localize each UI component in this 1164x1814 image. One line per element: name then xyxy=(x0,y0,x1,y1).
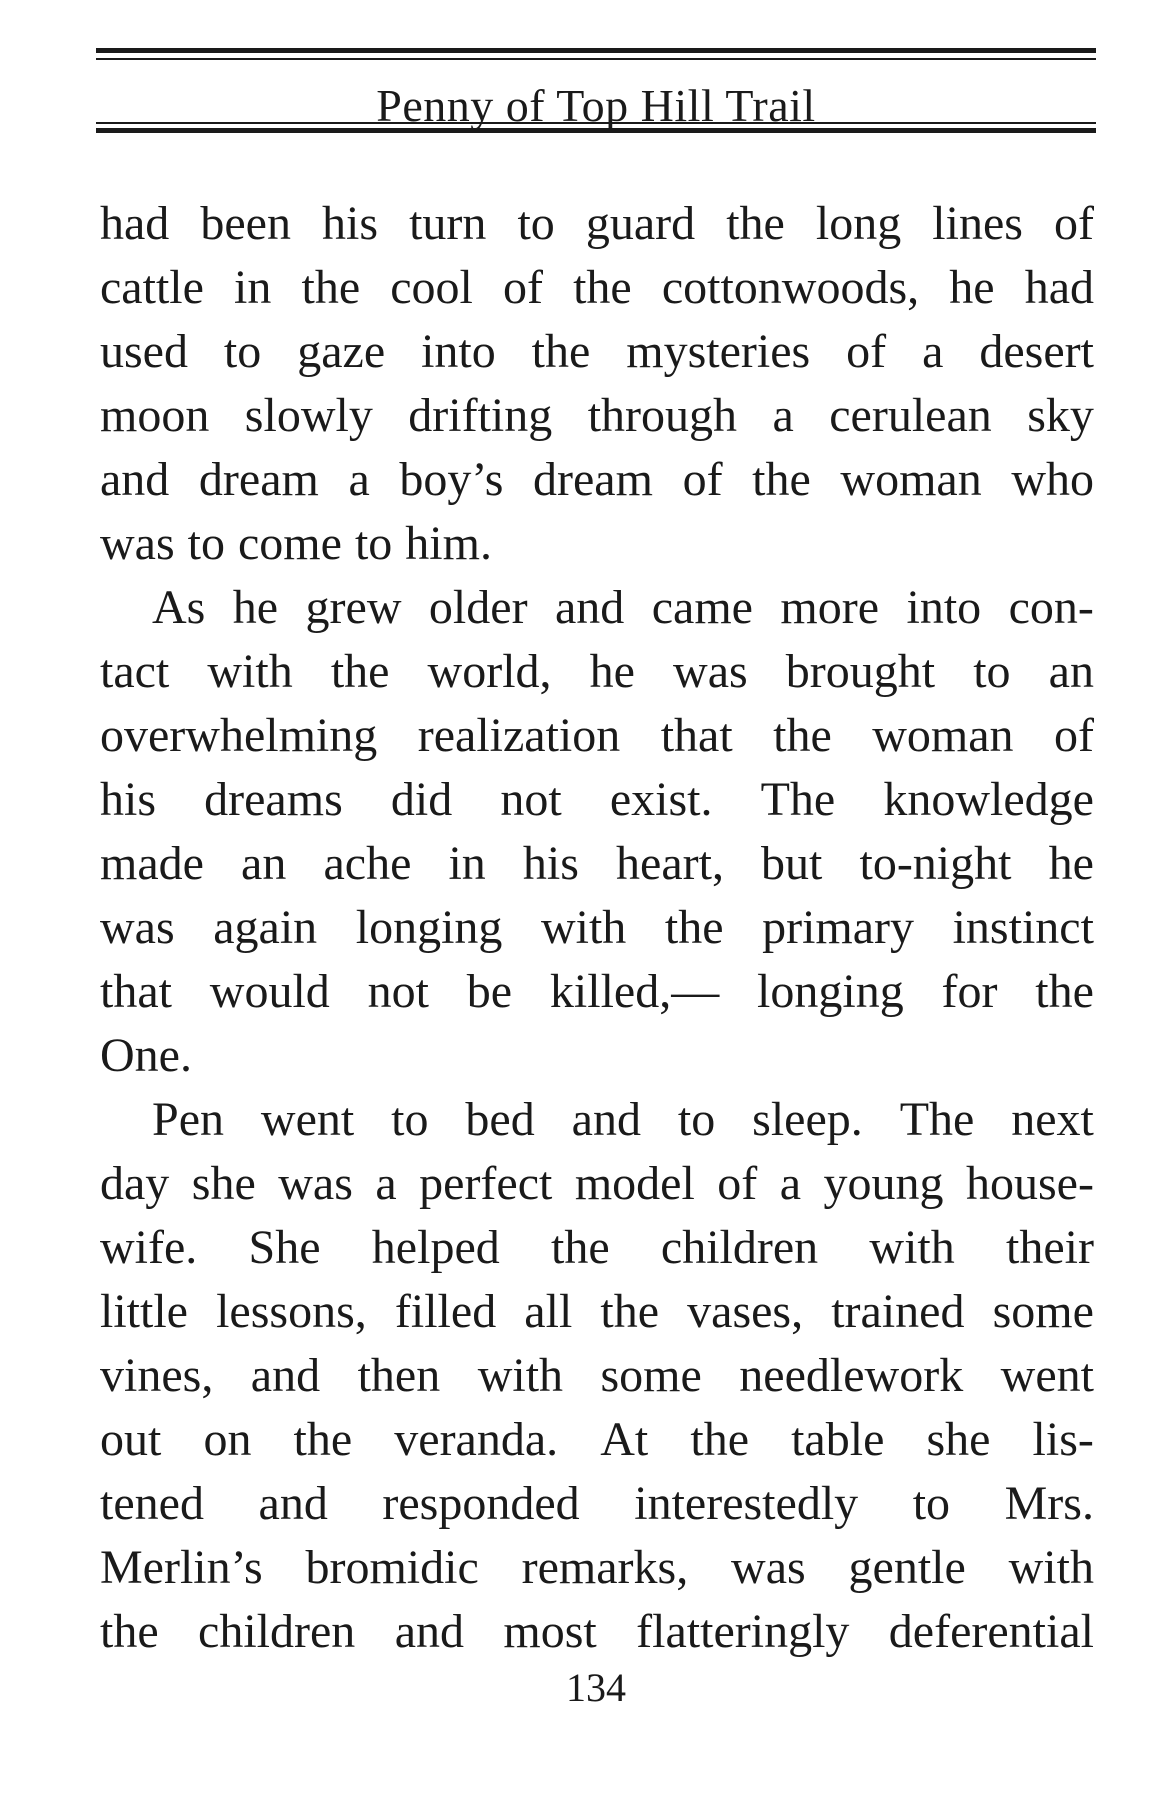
text-word: an xyxy=(1048,645,1094,698)
text-word: an xyxy=(241,837,287,890)
text-word: he xyxy=(589,645,635,698)
text-word: lines xyxy=(932,197,1023,250)
text-word: primary xyxy=(762,901,915,954)
text-word: older xyxy=(428,581,528,634)
text-word: with xyxy=(477,1349,564,1402)
text-word: overwhelming xyxy=(100,709,378,762)
text-line xyxy=(100,1152,1094,1216)
text-word: was xyxy=(100,517,175,570)
text-word: been xyxy=(200,197,291,250)
text-word: for xyxy=(941,965,998,1018)
text-word: and xyxy=(258,1477,328,1530)
text-word: and xyxy=(250,1349,321,1402)
text-word: then xyxy=(357,1349,441,1402)
text-word: One. xyxy=(100,1029,192,1082)
text-word: The xyxy=(899,1093,975,1146)
text-word: model xyxy=(574,1157,695,1210)
text-word: young xyxy=(823,1157,944,1210)
text-word: used xyxy=(100,325,188,378)
text-word: vines, xyxy=(100,1349,214,1402)
page-number: 134 xyxy=(566,1665,626,1710)
text-line xyxy=(100,1024,1094,1088)
text-word: instinct xyxy=(952,901,1094,954)
text-word: woman xyxy=(872,709,1014,762)
text-word: some xyxy=(600,1349,702,1402)
text-word: As xyxy=(152,581,206,634)
text-line xyxy=(100,1600,1094,1664)
text-word: mysteries xyxy=(626,325,811,378)
text-word: and xyxy=(571,1093,641,1146)
text-word: drifting xyxy=(408,389,553,442)
text-word: would xyxy=(209,965,330,1018)
text-word: little xyxy=(100,1285,188,1338)
text-word: the xyxy=(664,901,724,954)
text-word: come xyxy=(238,517,342,570)
text-word: perfect xyxy=(419,1157,553,1210)
text-word: killed,— xyxy=(549,965,720,1018)
text-word: a xyxy=(375,1157,397,1210)
text-word: of xyxy=(1054,709,1094,762)
text-word: the xyxy=(600,1285,660,1338)
text-word: tened xyxy=(100,1477,204,1530)
text-word: their xyxy=(1006,1221,1094,1274)
text-word: she xyxy=(926,1413,991,1466)
text-word: sky xyxy=(1027,389,1094,442)
text-word: to xyxy=(912,1477,951,1530)
text-word: he xyxy=(949,261,995,314)
text-word: the xyxy=(100,1605,159,1658)
text-line xyxy=(100,1536,1094,1600)
text-word: to-night xyxy=(859,837,1012,890)
text-word: was xyxy=(731,1541,806,1594)
text-line xyxy=(100,1216,1094,1280)
top-rule-thin xyxy=(96,58,1096,60)
text-word: through xyxy=(587,389,738,442)
text-word: moon xyxy=(100,389,210,442)
text-word: the xyxy=(573,261,632,314)
text-line xyxy=(100,192,1094,256)
text-word: and xyxy=(554,581,625,634)
text-word: be xyxy=(466,965,513,1018)
text-word: brought xyxy=(785,645,936,698)
text-line xyxy=(100,256,1094,320)
text-word: filled xyxy=(394,1285,497,1338)
text-word: with xyxy=(869,1221,955,1274)
text-word: ache xyxy=(323,837,412,890)
text-word: his xyxy=(322,197,379,250)
text-word: longing xyxy=(355,901,503,954)
text-word: came xyxy=(651,581,753,634)
text-word: a xyxy=(779,1157,802,1210)
text-line xyxy=(100,320,1094,384)
text-word: him. xyxy=(405,517,492,570)
text-word: to xyxy=(677,1093,716,1146)
text-word: the xyxy=(690,1413,749,1466)
running-title: Penny of Top Hill Trail xyxy=(376,80,816,131)
text-word: made xyxy=(100,837,204,890)
text-word: he xyxy=(232,581,279,634)
text-line xyxy=(100,1472,1094,1536)
text-word: guard xyxy=(585,197,696,250)
text-word: responded xyxy=(382,1477,580,1530)
text-word: lis- xyxy=(1032,1413,1094,1466)
text-word: children xyxy=(198,1605,356,1658)
text-word: grew xyxy=(305,581,402,634)
text-word: remarks, xyxy=(521,1541,689,1594)
text-word: heart, xyxy=(616,837,724,890)
text-word: helped xyxy=(371,1221,500,1274)
text-line xyxy=(100,448,1094,512)
text-word: went xyxy=(260,1093,355,1146)
text-word: cattle xyxy=(100,261,204,314)
text-word: of xyxy=(682,453,723,506)
text-word: was xyxy=(673,645,748,698)
text-word: went xyxy=(1000,1349,1094,1402)
text-line xyxy=(100,832,1094,896)
text-word: next xyxy=(1011,1093,1094,1146)
text-word: house- xyxy=(965,1157,1094,1210)
text-word: the xyxy=(531,325,591,378)
text-word: dreams xyxy=(204,773,343,826)
text-line xyxy=(100,384,1094,448)
text-word: his xyxy=(522,837,579,890)
text-word: of xyxy=(502,261,543,314)
text-word: that xyxy=(100,965,172,1018)
top-rule xyxy=(96,48,1096,53)
text-line xyxy=(100,576,1094,640)
text-word: had xyxy=(1024,261,1094,314)
text-word: did xyxy=(390,773,453,826)
text-word: and xyxy=(394,1605,464,1658)
text-word: to xyxy=(187,517,225,570)
text-word: to xyxy=(517,197,555,250)
text-word: bromidic xyxy=(305,1541,479,1594)
text-word: cerulean xyxy=(829,389,992,442)
text-word: desert xyxy=(979,325,1094,378)
text-word: tact xyxy=(100,645,170,698)
text-word: dream xyxy=(198,453,319,506)
text-word: veranda. xyxy=(394,1413,559,1466)
text-word: trained xyxy=(831,1285,965,1338)
text-word: the xyxy=(726,197,785,250)
text-word: but xyxy=(761,837,823,890)
text-word: knowledge xyxy=(883,773,1094,826)
text-word: wife. xyxy=(100,1221,198,1274)
text-word: Merlin’s xyxy=(100,1541,263,1594)
text-word: exist. xyxy=(609,773,713,826)
text-word: most xyxy=(503,1605,597,1658)
text-word: Mrs. xyxy=(1004,1477,1094,1530)
text-word: con- xyxy=(1008,581,1094,634)
text-word: boy’s xyxy=(399,453,504,506)
text-word: some xyxy=(992,1285,1094,1338)
text-word: to xyxy=(973,645,1011,698)
text-word: more xyxy=(780,581,880,634)
text-word: in xyxy=(234,261,272,314)
text-word: had xyxy=(100,197,170,250)
text-line xyxy=(100,960,1094,1024)
text-word: vases, xyxy=(687,1285,804,1338)
text-line xyxy=(100,768,1094,832)
text-word: bed xyxy=(465,1093,535,1146)
text-word: She xyxy=(248,1221,321,1274)
text-word: his xyxy=(100,773,157,826)
text-line xyxy=(100,1408,1094,1472)
text-word: into xyxy=(906,581,982,634)
text-line xyxy=(100,1088,1094,1152)
text-word: world, xyxy=(427,645,552,698)
text-word: sleep. xyxy=(752,1093,863,1146)
text-word: the xyxy=(1035,965,1094,1018)
text-word: with xyxy=(1008,1541,1094,1594)
text-word: the xyxy=(301,261,361,314)
text-word: dream xyxy=(533,453,653,506)
text-line xyxy=(100,512,1094,576)
text-word: the xyxy=(773,709,832,762)
text-word: longing xyxy=(757,965,904,1018)
text-word: the xyxy=(551,1221,610,1274)
text-word: of xyxy=(1053,197,1094,250)
text-word: gentle xyxy=(848,1541,966,1594)
text-word: interestedly xyxy=(634,1477,859,1530)
text-word: long xyxy=(815,197,902,250)
text-word: of xyxy=(846,325,887,378)
text-word: flatteringly xyxy=(636,1605,850,1658)
text-word: and xyxy=(100,453,170,506)
text-line xyxy=(100,1344,1094,1408)
text-word: who xyxy=(1011,453,1094,506)
text-word: to xyxy=(223,325,262,378)
text-word: the xyxy=(330,645,390,698)
text-word: was xyxy=(100,901,175,954)
text-word: a xyxy=(772,389,794,442)
text-word: lessons, xyxy=(216,1285,367,1338)
text-word: cool xyxy=(390,261,473,314)
text-word: with xyxy=(207,645,293,698)
text-word: out xyxy=(100,1413,162,1466)
text-word: not xyxy=(367,965,429,1018)
text-word: in xyxy=(448,837,486,890)
text-word: cottonwoods, xyxy=(661,261,920,314)
text-word: needlework xyxy=(739,1349,964,1402)
text-word: into xyxy=(421,325,496,378)
text-line xyxy=(100,1280,1094,1344)
text-word: on xyxy=(203,1413,252,1466)
text-line xyxy=(100,896,1094,960)
text-word: a xyxy=(348,453,370,506)
text-word: to xyxy=(354,517,393,570)
text-word: he xyxy=(1048,837,1094,890)
text-line xyxy=(100,704,1094,768)
text-word: that xyxy=(660,709,733,762)
text-word: she xyxy=(191,1157,256,1210)
text-word: table xyxy=(791,1413,885,1466)
text-word: of xyxy=(717,1157,758,1210)
text-word: gaze xyxy=(297,325,386,378)
text-line xyxy=(100,640,1094,704)
text-word: children xyxy=(660,1221,819,1274)
text-word: a xyxy=(922,325,944,378)
text-word: the xyxy=(293,1413,353,1466)
text-word: to xyxy=(391,1093,429,1146)
text-word: realization xyxy=(417,709,621,762)
text-word: not xyxy=(500,773,562,826)
text-word: was xyxy=(278,1157,353,1210)
text-word: woman xyxy=(840,453,982,506)
text-word: slowly xyxy=(244,389,373,442)
text-word: Pen xyxy=(152,1093,224,1146)
text-word: again xyxy=(213,901,318,954)
text-word: The xyxy=(760,773,836,826)
text-word: At xyxy=(600,1413,649,1466)
text-word: deferential xyxy=(888,1605,1094,1658)
text-word: with xyxy=(540,901,627,954)
body-text xyxy=(100,192,1094,1664)
text-word: turn xyxy=(409,197,487,250)
text-word: all xyxy=(524,1285,573,1338)
text-word: the xyxy=(752,453,811,506)
text-word: day xyxy=(100,1157,170,1210)
